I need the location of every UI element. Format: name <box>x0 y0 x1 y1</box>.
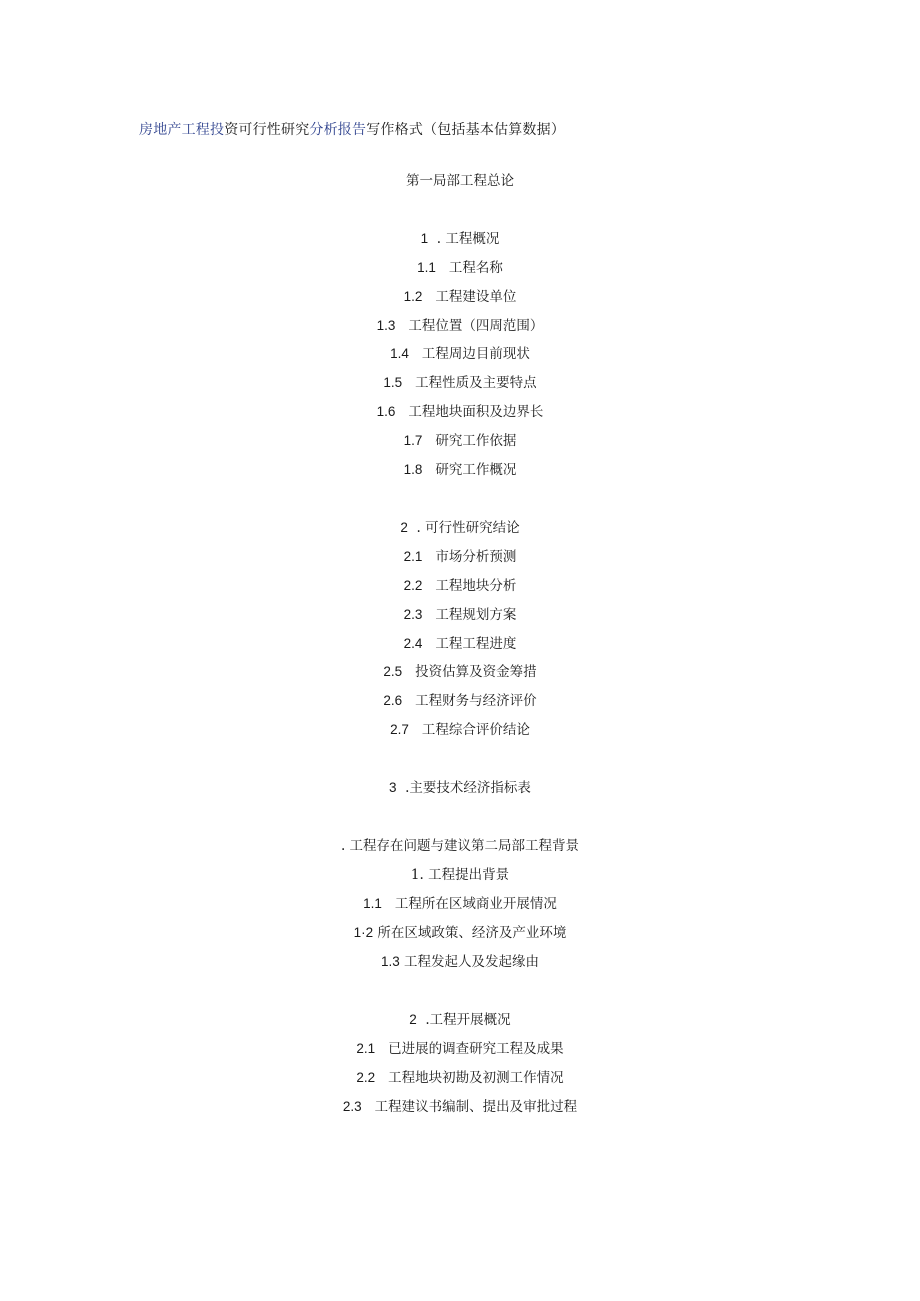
toc-entry: 1.4 工程周边目前现状 <box>390 346 530 362</box>
toc-entry: 1.8 研究工作概况 <box>403 462 517 478</box>
title-segment: 写作格式（包括基本估算数据） <box>366 122 566 138</box>
toc-entry: 1.3 工程位置（四周范围） <box>376 318 544 334</box>
toc-entry: 2.1 市场分析预测 <box>403 549 517 565</box>
toc-entry: 1.1 工程所在区域商业开展情况 <box>363 896 557 912</box>
toc-entry: 1. 工程提出背景 <box>410 867 510 883</box>
toc-entry: 2.3 工程建议书编制、提出及审批过程 <box>342 1099 578 1115</box>
toc-entry: 1 . 工程概况 <box>420 231 500 247</box>
toc-entry: 3 .主要技术经济指标表 <box>389 780 531 796</box>
document-title <box>139 120 565 140</box>
toc-entry: 2.4 工程工程进度 <box>403 636 517 652</box>
toc-entry: 2.5 投资估算及资金筹措 <box>383 664 537 680</box>
toc-entry: 1.2 工程建设单位 <box>403 289 517 305</box>
toc-entry: 1·2 所在区域政策、经济及产业环境 <box>353 925 567 941</box>
toc-entry: 1.3 工程发起人及发起缘由 <box>380 954 540 970</box>
toc-entry: 1.6 工程地块面积及边界长 <box>376 404 544 420</box>
toc-entry: 2.6 工程财务与经济评价 <box>383 693 537 709</box>
toc-entry: 2.3 工程规划方案 <box>403 607 517 623</box>
toc-entry: 1.1 工程名称 <box>417 260 503 276</box>
section-heading-part-2: . 工程存在问题与建议第二局部工程背景 <box>340 838 580 854</box>
title-segment: 房地产工程投 <box>139 122 225 138</box>
toc-entry: 2.1 已进展的调查研究工程及成果 <box>356 1041 564 1057</box>
toc-entry: 2 .工程开展概况 <box>409 1012 511 1028</box>
toc-entry: 2.2 工程地块初勘及初测工作情况 <box>356 1070 564 1086</box>
toc-entry: 2.7 工程综合评价结论 <box>390 722 530 738</box>
toc-entry: 2.2 工程地块分析 <box>403 578 517 594</box>
title-segment: 分析报告 <box>309 122 367 138</box>
toc-entry: 2 . 可行性研究结论 <box>400 520 520 536</box>
toc-entry: 1.7 研究工作依据 <box>403 433 517 449</box>
section-heading-part-1: 第一局部工程总论 <box>406 173 514 189</box>
toc-entry: 1.5 工程性质及主要特点 <box>383 375 537 391</box>
title-segment: 资可行性研究 <box>224 122 310 138</box>
